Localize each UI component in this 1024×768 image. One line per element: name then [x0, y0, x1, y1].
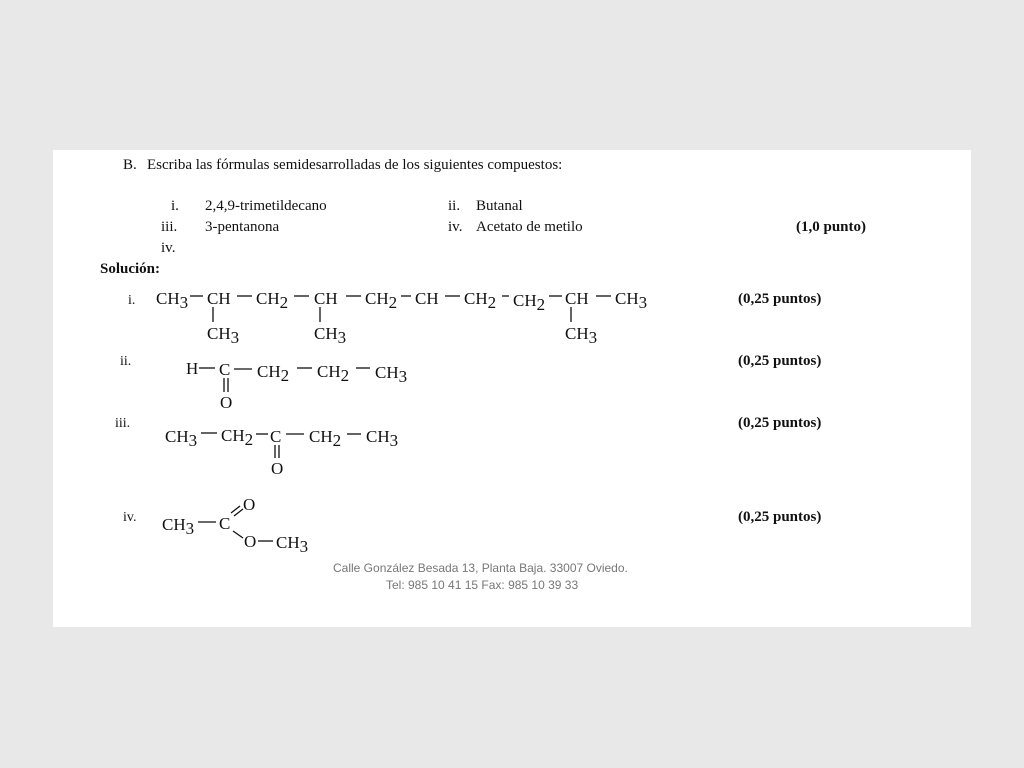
group-ch: CH [415, 289, 439, 308]
question-instruction: Escriba las fórmulas semidesarrolladas de los siguientes compuestos: [147, 157, 563, 173]
solution-iv-num: iv. [123, 510, 137, 525]
group-ch: CH [314, 289, 338, 308]
solution-iv-points: (0,25 puntos) [738, 509, 822, 525]
group-ch3: CH3 [207, 324, 240, 347]
item-extra-num: iv. [161, 240, 176, 256]
solution-ii-num: ii. [120, 354, 132, 369]
group-ch2: CH2 [221, 426, 254, 449]
solution-ii-points: (0,25 puntos) [738, 353, 822, 369]
formula-butanal [186, 359, 407, 412]
item-ii-num: ii. [448, 198, 461, 214]
group-ch2: CH2 [464, 289, 497, 312]
group-ch3: CH3 [276, 533, 309, 556]
formula-acetato-de-metilo [162, 495, 308, 556]
total-points: (1,0 punto) [796, 219, 867, 235]
group-ch2: CH2 [317, 362, 350, 385]
group-ch2: CH2 [513, 291, 546, 314]
item-iv-name: Acetato de metilo [476, 219, 583, 235]
item-iii-num: iii. [161, 219, 178, 235]
group-o: O [243, 495, 256, 514]
group-o: O [244, 532, 257, 551]
group-ch2: CH2 [309, 427, 342, 450]
group-o: O [220, 393, 233, 412]
group-c: C [270, 427, 282, 446]
group-ch3: CH3 [615, 289, 648, 312]
item-ii-name: Butanal [476, 198, 523, 214]
item-iv-num: iv. [448, 219, 463, 235]
item-i-num: i. [171, 198, 179, 214]
group-c: C [219, 360, 231, 379]
group-ch3: CH3 [156, 289, 189, 312]
formula-trimetildecano [156, 289, 647, 347]
item-iii-name: 3-pentanona [205, 219, 280, 235]
group-ch: CH [565, 289, 589, 308]
group-o: O [271, 459, 284, 478]
group-ch3: CH3 [375, 363, 408, 386]
group-ch2: CH2 [256, 289, 289, 312]
question-label: B. [123, 157, 137, 173]
group-ch3: CH3 [565, 324, 598, 347]
group-ch3: CH3 [314, 324, 347, 347]
solution-iii-num: iii. [115, 416, 131, 431]
footer-address: Calle González Besada 13, Planta Baja. 33007 Oviedo. [333, 561, 628, 575]
solution-i-num: i. [128, 293, 136, 308]
group-ch3: CH3 [162, 515, 195, 538]
solution-iii-points: (0,25 puntos) [738, 415, 822, 431]
document-page [53, 150, 971, 627]
group-c: C [219, 514, 231, 533]
formula-pentanona [165, 426, 398, 478]
bond [233, 531, 243, 538]
solution-title: Solución: [100, 261, 161, 277]
group-h: H [186, 359, 199, 378]
group-ch3: CH3 [165, 427, 198, 450]
group-ch3: CH3 [366, 427, 399, 450]
item-i-name: 2,4,9-trimetildecano [205, 198, 327, 214]
group-ch2: CH2 [365, 289, 398, 312]
structural-formulas [53, 150, 971, 627]
group-ch: CH [207, 289, 231, 308]
solution-i-points: (0,25 puntos) [738, 291, 822, 307]
group-ch2: CH2 [257, 362, 290, 385]
footer-contact: Tel: 985 10 41 15 Fax: 985 10 39 33 [386, 578, 579, 592]
